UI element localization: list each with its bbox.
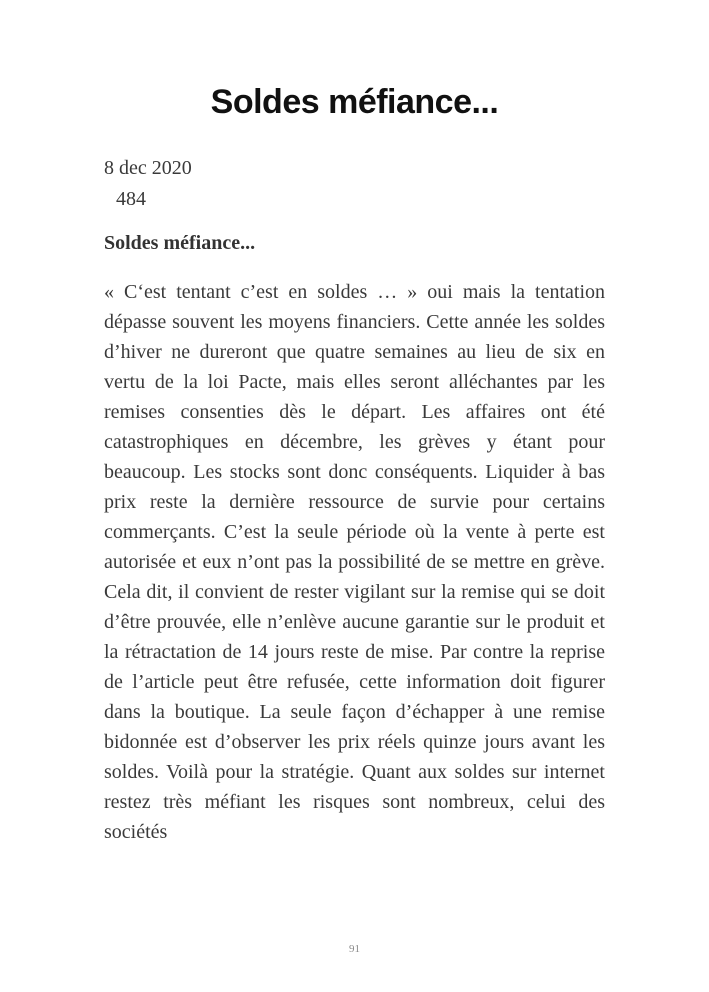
article-heading: Soldes méfiance... [104,232,256,254]
post-date: 8 dec 2020 [104,157,192,179]
page-title: Soldes méfiance... [210,83,499,121]
post-meta [104,153,192,215]
article-body: « C‘est tentant c’est en soldes … » oui mais la tentation dépasse souvent les moyens financiers. Cette année les soldes d’hiver ne dureront que quatre semaines au lieu de six en vertu de la loi Pacte, mais elles seront alléchantes par les remises consenties dès le départ. Les affaires ont été catastrophiques en décembre, les grèves y étant pour beaucoup. Les stocks sont donc conséquents. Liquider à bas prix reste la dernière ressource de survie pour certains commerçants. C’est la seule période où la vente à perte est autorisée et eux n’ont pas la possibilité de se mettre en grève. Cela dit, il convient de rester vigilant sur la remise qui se doit d’être prouvée, elle n’enlève aucune garantie sur le produit et la rétractation de 14 jours reste de mise. Par contre la reprise de l’article peut être refusée, cette information doit figurer dans la boutique. La seule façon d’échapper à une remise bidonnée est d’observer les prix réels quinze jours avant les soldes. Voilà pour la stratégie. Quant aux soldes sur internet restez très méfiant les risques sont nombreux, celui des sociétés [104,281,605,843]
page-number: 91 [349,943,360,955]
view-count: 484 [116,188,146,210]
